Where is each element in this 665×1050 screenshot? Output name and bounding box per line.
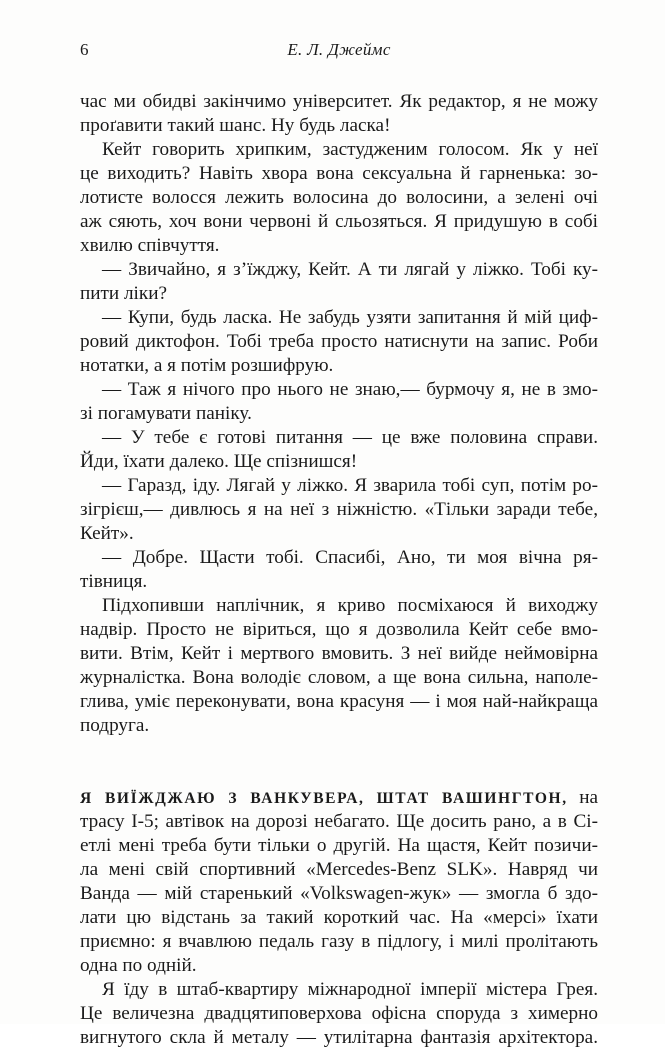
paragraph	[80, 138, 598, 258]
text-line: це виходить? Навіть хвора вона сексуальна й гарненька: зо-	[80, 163, 598, 184]
text-line: етлі мені треба бути тільки о другій. На щастя, Кейт позичи-	[80, 835, 598, 856]
text-line: Підхопивши наплічник, я криво посміхаюся й виходжу	[102, 595, 598, 616]
text-line: вити. Втім, Кейт і мертвого вмовить. З неї вийде неймовірна	[80, 643, 598, 664]
text-line: проґавити такий шанс. Ну будь ласка!	[80, 115, 391, 136]
text-line: ровий диктофон. Тобі треба просто натиснути на запис. Роби	[80, 331, 598, 352]
text-line: Я їду в штаб-квартиру міжнародної імперії містера Грея.	[102, 979, 598, 1000]
text-line: час ми обидві закінчимо університет. Як редактор, я не можу	[80, 91, 598, 112]
text-line: приємно: я вчавлюю педаль газу в підлогу, і милі пролітають	[80, 931, 598, 952]
text-line: одна по одній.	[80, 955, 197, 976]
text-line: надвір. Просто не віриться, що я дозволила Кейт себе вмо-	[80, 619, 598, 640]
section-lead-rest: на	[567, 787, 598, 808]
text-line: вигнутого скла й металу — утилітарна фантазія архітектора.	[80, 1027, 598, 1048]
text-line: Кейт говорить хрипким, застудженим голосом. Як у неї	[102, 139, 598, 160]
paragraph	[80, 426, 598, 474]
text-line: аж сяють, хоч вони червоні й сльозяться. Я придушую в собі	[80, 211, 598, 232]
text-line: — Гаразд, іду. Лягай у ліжко. Я зварила тобі суп, потім ро-	[102, 475, 598, 496]
text-line: — У тебе є готові питання — це вже половина справи.	[102, 427, 598, 448]
text-line: — Купи, будь ласка. Не забудь узяти запитання й мій циф-	[102, 307, 598, 328]
text-line: — Добре. Щасти тобі. Спасибі, Ано, ти моя вічна ря-	[102, 547, 598, 568]
text-line: — Таж я нічого про нього не знаю,— бурмочу я, не в змо-	[102, 379, 598, 400]
text-line: нотатки, а я потім розшифрую.	[80, 355, 334, 376]
text-line: глива, уміє переконувати, вона красуня — і моя най-найкраща	[80, 691, 598, 712]
section-lead-in: Я ВИЇЖДЖАЮ З ВАНКУВЕРА, ШТАТ ВАШИНГТОН,	[80, 790, 568, 807]
text-line: Ванда — мій старенький «Volkswagen-жук» — змогла б здо-	[80, 883, 598, 904]
text-line: — Звичайно, я з’їжджу, Кейт. А ти лягай у ліжко. Тобі ку-	[102, 259, 598, 280]
page-body	[80, 90, 598, 1050]
text-line: зігрієш,— дивлюсь я на неї з ніжністю. «Тільки заради тебе,	[80, 499, 598, 520]
text-line: Йди, їхати далеко. Ще спізнишся!	[80, 451, 358, 472]
page-header	[80, 40, 598, 64]
section-break	[80, 738, 598, 762]
paragraph	[80, 474, 598, 546]
text-line: журналістка. Вона володіє словом, а ще вона сильна, наполе-	[80, 667, 598, 688]
text-line: зі погамувати паніку.	[80, 403, 252, 424]
paragraph	[80, 90, 598, 138]
text-line: лотисте волосся лежить волосина до волосини, а зелені очі	[80, 187, 598, 208]
paragraph	[80, 378, 598, 426]
paragraph	[80, 306, 598, 378]
paragraph	[80, 978, 598, 1050]
text-line: хвилю співчуття.	[80, 235, 220, 256]
paragraph	[80, 546, 598, 594]
text-line: трасу I-5; автівок на дорозі небагато. Ще досить рано, а в Сі-	[80, 811, 598, 832]
text-line: лати цю відстань за такий короткий час. На «мерсі» їхати	[80, 907, 598, 928]
text-line: подруга.	[80, 715, 150, 736]
text-line: Кейт».	[80, 523, 134, 544]
page-number: 6	[80, 40, 89, 59]
text-line: ла мені свій спортивний «Mercedes-Benz SLK». Навряд чи	[80, 859, 598, 880]
text-line	[80, 786, 598, 810]
paragraph	[80, 594, 598, 738]
running-head: Е. Л. Джеймс	[287, 40, 391, 59]
text-line: тівниця.	[80, 571, 148, 592]
section-opening-paragraph	[80, 786, 598, 978]
section-break	[80, 762, 598, 786]
text-line: пити ліки?	[80, 283, 167, 304]
paragraph	[80, 258, 598, 306]
text-line: Це величезна двадцятиповерхова офісна споруда з химерно	[80, 1003, 598, 1024]
